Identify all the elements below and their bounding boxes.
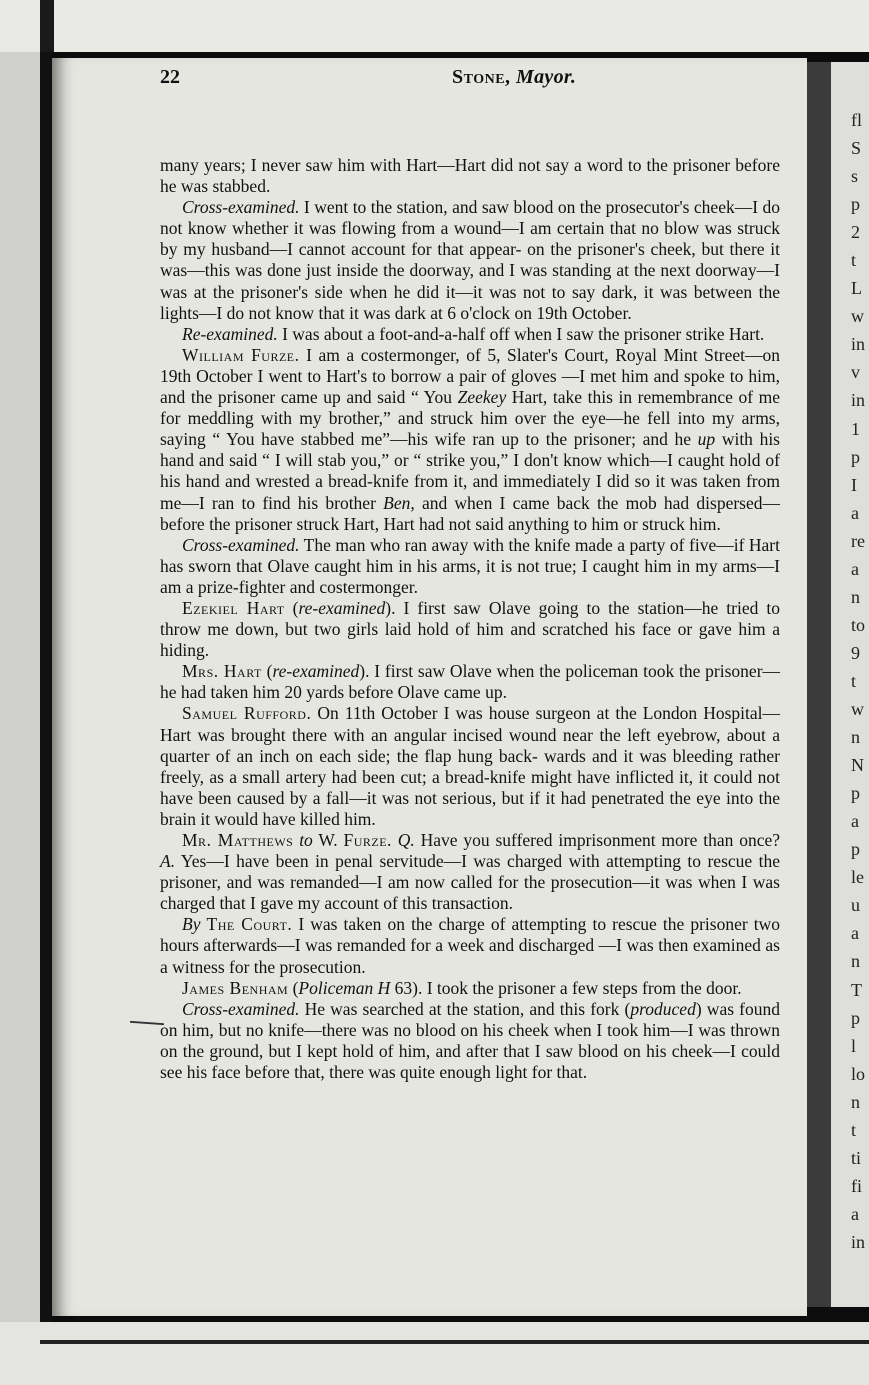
facing-page-fragment: re: [851, 530, 865, 551]
text-run: Zeekey: [457, 387, 507, 408]
paragraph: [160, 324, 780, 345]
paragraph: [160, 830, 780, 914]
text-run: Cross-examined.: [182, 197, 300, 218]
paragraph: [160, 598, 780, 661]
facing-page-fragment: v: [851, 362, 860, 383]
paragraph: [160, 661, 780, 703]
facing-page-fragment: a: [851, 923, 859, 944]
text-run: Ben,: [383, 492, 415, 513]
text-run: I was taken on the charge of attempting to rescue the prisoner two hours afterwards—I was remanded for a week and discharged —I was then examined as a witness for the prosecution.: [160, 914, 780, 977]
facing-page-fragment: a: [851, 558, 859, 579]
text-run: up: [697, 429, 716, 450]
facing-page-fragment: S: [851, 138, 862, 159]
scan-top-edge: [40, 0, 54, 52]
text-run: Policeman H: [298, 977, 391, 998]
facing-page-fragment: p: [851, 446, 860, 467]
facing-page-fragment: l: [851, 1035, 857, 1056]
running-head-title: [452, 66, 576, 89]
facing-page-edge: [831, 62, 869, 1307]
text-run: Q.: [397, 830, 415, 850]
text-run: to: [299, 830, 313, 850]
paragraph: [160, 155, 780, 197]
page-body-text: [160, 155, 780, 1083]
facing-page-fragment: a: [851, 811, 859, 832]
facing-page-fragment: in: [851, 1231, 866, 1252]
paragraph: [160, 914, 780, 977]
facing-page-fragment: n: [851, 1091, 860, 1112]
text-run: The Court.: [206, 914, 293, 935]
paragraph: [160, 197, 780, 324]
text-run: Hart, take this in remembrance of me for meddling with my brother,” and struck him over the eye—he fell into my arms, saying “ You have stabbed me”—his wife ran up to the prisoner; and he: [160, 387, 780, 450]
text-run: Have you suffered imprisonment more than once?: [414, 830, 780, 850]
text-run: A.: [160, 851, 176, 872]
text-run: Re-examined.: [182, 323, 278, 344]
text-run: many years; I never saw him with Hart—Hart did not say a word to the prisoner before he was stabbed.: [160, 155, 780, 197]
facing-page-fragment: w: [851, 699, 864, 720]
facing-page-fragment: fi: [851, 1175, 862, 1196]
facing-page-fragment: t: [851, 250, 857, 271]
text-run: (: [261, 661, 273, 682]
text-run: On 11th October I was house surgeon at the London Hospital—Hart was brought there with an angular incised wound near the left eyebrow, about a quarter of an inch on each side; the flap hung back- wards and it was bleeding rather freely, as a small artery had been cut; a bread-knife might have inflicted it, it could not have been caused by a fall—it was not serious, but if it had penetrated the eye into the brain it would have killed him.: [160, 703, 780, 829]
paragraph: [160, 345, 780, 535]
facing-page-fragment: p: [851, 839, 860, 860]
text-run: ). I first saw Olave when the policeman took the prisoner—he had taken him 20 yards before Olave came up.: [160, 661, 781, 703]
text-run: W.: [312, 830, 344, 850]
facing-page-fragment: le: [851, 867, 864, 888]
facing-page-fragment: I: [851, 474, 857, 495]
text-run: 63). I took the prisoner a few steps from the door.: [390, 977, 742, 998]
scan-top-margin: [0, 0, 869, 52]
book-spine-shadow: [40, 52, 52, 1322]
text-run: William Furze.: [182, 344, 300, 365]
facing-page-fragment: a: [851, 1203, 859, 1224]
facing-page-fragment: fl: [851, 110, 862, 130]
facing-page-fragment: s: [851, 166, 859, 187]
text-run: (: [288, 977, 299, 998]
text-run: ) was found on him, but no knife—there was no blood on his cheek when I took him—I was thrown on the ground, but I kept hold of him, and after that I saw blood on his cheek—I could see his face before that, there was quite enough light for that.: [160, 998, 780, 1083]
facing-page-fragment: in: [851, 390, 866, 411]
running-head: [108, 66, 763, 94]
facing-page-fragment: to: [851, 614, 866, 635]
facing-page-fragment: L: [851, 278, 862, 299]
text-run: with his hand and said “ I will stab you,” or “ strike you,” I don't know which—I caught hold of his hand and wrested a bread-knife from it, and immediately I did so it was taken from me—I ran to find his brother: [160, 429, 780, 513]
text-run: Furze.: [343, 830, 392, 850]
text-run: I went to the station, and saw blood on the prosecutor's cheek—I do not know whether it was flowing from a wound—I am certain that no blow was struck by my husband—I cannot account for that appear- on the prisoner's cheek, but there it was—this was done just inside the doorway, and I was standing at the next doorway—I was at the prisoner's side when he did it—it was not to say dark, it was between the lights—I do not know that it was dark at 6 o'clock on 19th October.: [160, 197, 780, 323]
text-run: James Benham: [182, 977, 289, 998]
text-run: Mrs. Hart: [182, 661, 262, 682]
facing-page-fragment: t: [851, 670, 857, 691]
text-run: I am a costermonger, of 5, Slater's Court, Royal Mint Street—on 19th October I went to Hart's to borrow a pair of gloves —I met him and spoke to him, and the prisoner came up and said “ You: [160, 344, 780, 408]
page-gutter: [807, 62, 831, 1307]
facing-page-fragment: 1: [851, 418, 860, 439]
text-run: I was about a foot-and-a-half off when I saw the prisoner strike Hart.: [277, 323, 765, 344]
text-run: (: [284, 597, 299, 618]
paragraph: [160, 978, 780, 999]
facing-page-fragment: u: [851, 895, 860, 916]
text-run: Cross-examined.: [182, 534, 300, 555]
text-run: Mr. Matthews: [182, 830, 294, 850]
text-run: Ezekiel Hart: [182, 597, 285, 618]
facing-page-fragment: p: [851, 1007, 860, 1028]
text-run: The man who ran away with the knife made a party of five—if Hart has sworn that Olave caught him in his arms, it is not true; I caught him in my arms—I am a prize-fighter and costermonger.: [160, 534, 780, 597]
text-run: re-examined: [298, 597, 386, 618]
text-run: He was searched at the station, and this fork (: [299, 998, 631, 1019]
facing-page-fragment: n: [851, 951, 860, 972]
text-run: and when I came back the mob had dispersed—before the prisoner struck Hart, Hart had not said anything to him or struck him.: [160, 492, 780, 534]
scan-bottom-margin: [0, 1322, 869, 1385]
running-head-name: Stone,: [452, 66, 517, 88]
facing-page-fragment: 9: [851, 642, 860, 663]
page-number: 22: [160, 66, 180, 88]
text-run: produced: [630, 998, 696, 1019]
text-run: ). I first saw Olave going to the station—he tried to throw me down, but two girls laid hold of him and scratched his face or gave him a hiding.: [160, 597, 781, 661]
facing-page-fragment: in: [851, 334, 866, 355]
facing-page-fragment: t: [851, 1119, 857, 1140]
facing-page-fragment: a: [851, 502, 859, 523]
facing-page-fragment: T: [851, 979, 862, 1000]
facing-page-fragment: N: [851, 755, 864, 776]
paragraph: [160, 703, 780, 830]
facing-page-fragment: ti: [851, 1147, 862, 1168]
paragraph: [160, 535, 780, 598]
facing-page-fragment: 2: [851, 222, 860, 243]
text-run: Samuel Rufford.: [182, 703, 312, 724]
text-run: re-examined: [272, 661, 360, 682]
text-run: Cross-examined.: [182, 998, 300, 1019]
facing-page-fragment: p: [851, 194, 860, 215]
paragraph: [160, 999, 780, 1083]
scan-left-margin: [0, 52, 40, 1322]
running-head-office: Mayor.: [516, 66, 577, 88]
facing-page-fragment: n: [851, 727, 860, 748]
text-run: By: [182, 914, 201, 935]
facing-page-fragment: lo: [851, 1063, 866, 1084]
facing-page-fragment: n: [851, 586, 860, 607]
text-run: Yes—I have been in penal servitude—I was charged with attempting to rescue the prisoner, and was remanded—I am now called for the prosecution—it was when I was charged that I gave my account of this transaction.: [160, 851, 780, 914]
facing-page-fragment: p: [851, 783, 860, 804]
scan-bottom-line: [40, 1340, 869, 1344]
facing-page-fragment: w: [851, 306, 864, 327]
